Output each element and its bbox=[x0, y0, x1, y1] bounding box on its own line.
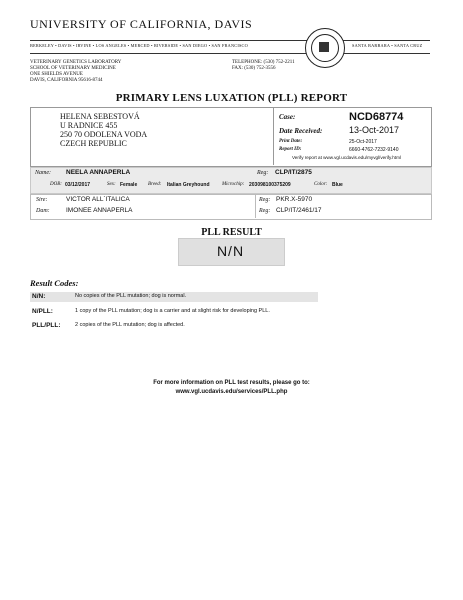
dog-name-value: NEELA ANNAPERLA bbox=[66, 169, 131, 176]
case-number: NCD68774 bbox=[349, 111, 404, 123]
sire-reg-value: PKR.X-5970 bbox=[276, 196, 313, 203]
owner-case-divider bbox=[273, 107, 274, 165]
breed-value: Italian Greyhound bbox=[167, 182, 210, 188]
pll-result-value: N/N bbox=[216, 243, 245, 259]
verify-link[interactable]: Verify report at www.vgl.ucdavis.edu/myvgl/verify.html bbox=[292, 155, 401, 160]
color-label: Color: bbox=[314, 182, 328, 187]
owner-line: 250 70 ODOLENA VODA bbox=[60, 130, 148, 139]
dob-value: 03/12/2017 bbox=[65, 182, 91, 188]
result-code-desc: 2 copies of the PLL mutation; dog is affected. bbox=[75, 322, 185, 328]
campus-list-left: BERKELEY • DAVIS • IRVINE • LOS ANGELES • MERCED • RIVERSIDE • SAN DIEGO • SAN FRANCISCO bbox=[30, 43, 248, 48]
microchip-label: Microchip: bbox=[222, 182, 245, 187]
dam-reg-label: Reg: bbox=[259, 208, 271, 214]
university-name: UNIVERSITY OF CALIFORNIA, DAVIS bbox=[30, 17, 253, 31]
dam-label: Dam: bbox=[36, 208, 50, 214]
pll-result-title: PLL RESULT bbox=[201, 227, 262, 238]
sex-value: Female bbox=[120, 182, 138, 188]
owner-line: U RADNICE 455 bbox=[60, 121, 118, 130]
parents-divider bbox=[255, 194, 256, 218]
dog-reg-label: Reg: bbox=[257, 170, 269, 176]
result-code-label: N/N: bbox=[32, 293, 46, 300]
lab-line: VETERINARY GENETICS LABORATORY bbox=[30, 60, 122, 65]
color-value: Blue bbox=[332, 182, 343, 188]
dob-label: DOB: bbox=[50, 182, 62, 187]
phone-number: TELEPHONE: (530) 752-2211 bbox=[232, 60, 295, 65]
fax-number: FAX: (530) 752-3556 bbox=[232, 66, 276, 71]
report-id-value: 6660-4762-7232-9140 bbox=[349, 147, 399, 153]
info-text: For more information on PLL test results, please go to: bbox=[153, 380, 310, 386]
date-received-value: 13-Oct-2017 bbox=[349, 125, 400, 135]
result-code-desc: 1 copy of the PLL mutation; dog is a carrier and at slight risk for developing PLL. bbox=[75, 308, 270, 314]
sire-value: VICTOR ALL´ITALICA bbox=[66, 196, 130, 203]
sex-label: Sex: bbox=[107, 182, 116, 187]
report-title: PRIMARY LENS LUXATION (PLL) REPORT bbox=[115, 92, 348, 104]
owner-line: HELENA SEBESTOVÁ bbox=[60, 112, 140, 121]
campus-list-right: SANTA BARBARA • SANTA CRUZ bbox=[352, 43, 423, 48]
result-codes-title: Result Codes: bbox=[30, 278, 79, 288]
result-code-label: N/PLL: bbox=[32, 308, 53, 315]
result-code-desc: No copies of the PLL mutation; dog is normal. bbox=[75, 293, 187, 299]
sire-label: Sire: bbox=[36, 197, 48, 203]
lab-line: ONE SHIELDS AVENUE bbox=[30, 72, 83, 77]
dam-reg-value: CLP/IT/2461/17 bbox=[276, 207, 322, 214]
lab-contact bbox=[232, 60, 295, 72]
sire-reg-label: Reg: bbox=[259, 197, 271, 203]
lab-address bbox=[30, 60, 121, 84]
lab-line: SCHOOL OF VETERINARY MEDICINE bbox=[30, 66, 116, 71]
seal-center bbox=[319, 42, 329, 52]
result-code-label: PLL/PLL: bbox=[32, 322, 61, 329]
report-id-label: Report ID: bbox=[279, 147, 302, 152]
dog-reg-value: CLP/IT/2875 bbox=[275, 169, 312, 176]
dog-name-label: Name: bbox=[35, 170, 51, 176]
lab-line: DAVIS, CALIFORNIA 95616-8744 bbox=[30, 78, 103, 83]
print-date-value: 25-Oct-2017 bbox=[349, 139, 377, 145]
date-received-label: Date Received: bbox=[279, 127, 323, 135]
info-link[interactable]: www.vgl.ucdavis.edu/services/PLL.php bbox=[175, 389, 288, 395]
owner-address bbox=[60, 112, 147, 148]
owner-line: CZECH REPUBLIC bbox=[60, 139, 127, 148]
breed-label: Breed: bbox=[148, 182, 162, 187]
print-date-label: Print Date: bbox=[279, 139, 303, 144]
microchip-value: 203098100375209 bbox=[249, 182, 291, 188]
case-label: Case: bbox=[279, 113, 296, 121]
dam-value: IMONEE ANNAPERLA bbox=[66, 207, 133, 214]
